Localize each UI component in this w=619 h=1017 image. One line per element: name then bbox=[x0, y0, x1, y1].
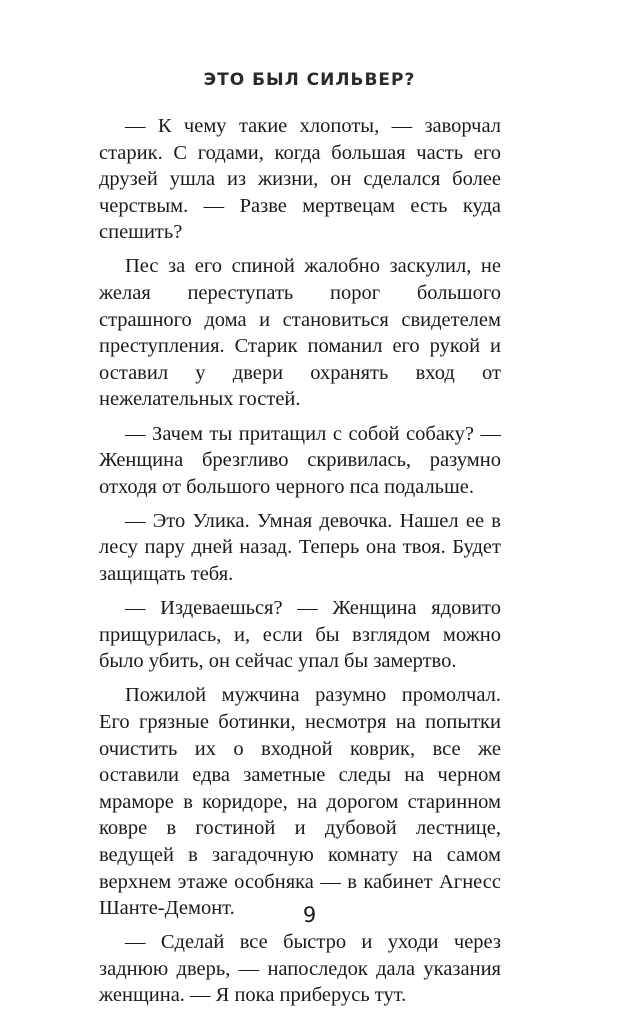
paragraph: — Сделай все быстро и уходи через заднюю дверь, — напоследок дала указания женщина. — Я пока приберусь тут. bbox=[99, 931, 501, 1007]
running-head: ЭТО БЫЛ СИЛЬВЕР? bbox=[203, 70, 416, 90]
paragraph: Пожилой мужчина разумно промолчал. Его грязные ботинки, несмотря на попытки очистить их о входной коврик, все же оставили едва заметные следы на черном мраморе в коридоре, на дорогом старинном ковре в гостиной и дубовой лестнице, ведущей в загадочную комнату на самом верхнем этаже особняка — в кабинет Агнесс Шанте-Демонт. bbox=[99, 684, 501, 920]
body-text bbox=[99, 113, 501, 1017]
paragraph: — Издеваешься? — Женщина ядовито прищурилась, и, если бы взглядом можно было убить, он сейчас упал бы замертво. bbox=[99, 597, 501, 673]
paragraph: — К чему такие хлопоты, — заворчал старик. С годами, когда большая часть его друзей ушла из жизни, он сделался более черствым. — Разве мертвецам есть куда спешить? bbox=[99, 115, 501, 244]
paragraph: — Это Улика. Умная девочка. Нашел ее в лесу пару дней назад. Теперь она твоя. Будет защищать тебя. bbox=[99, 509, 501, 585]
page-number: 9 bbox=[302, 903, 317, 927]
paragraph: — Зачем ты притащил с собой собаку? — Женщина брезгливо скривилась, разумно отходя от большого черного пса подальше. bbox=[99, 422, 501, 498]
paragraph: Пес за его спиной жалобно заскулил, не желая переступать порог большого страшного дома и становиться свидетелем преступления. Старик поманил его рукой и оставил у двери охранять вход от нежелательных гостей. bbox=[99, 255, 501, 411]
